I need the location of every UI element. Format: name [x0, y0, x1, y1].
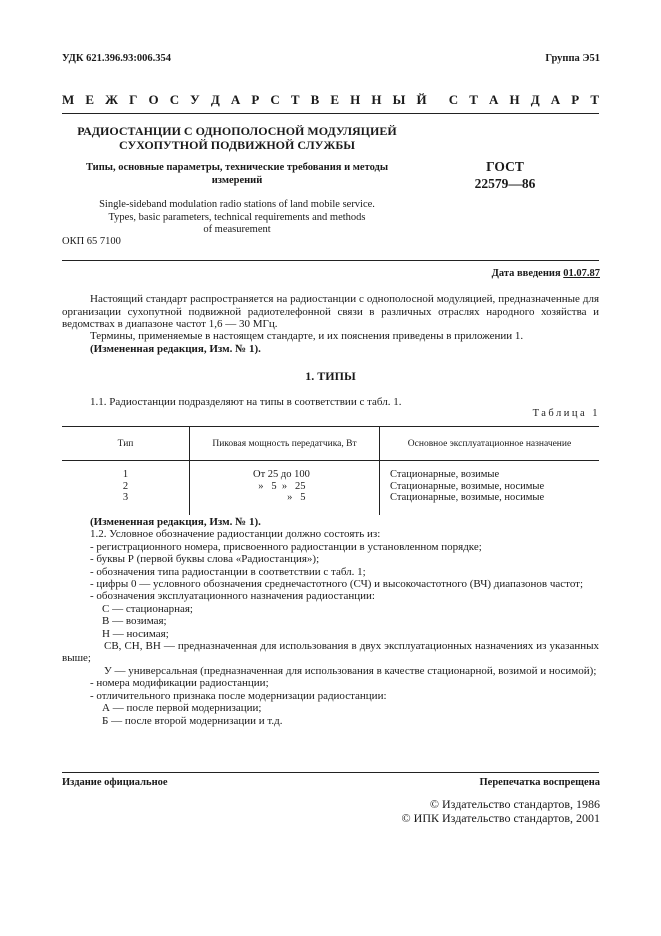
list-item: - обозначения типа радиостанции в соответствии с табл. 1;: [90, 565, 366, 578]
banner-letter: Н: [350, 92, 361, 107]
group-code: Группа Э51: [545, 53, 600, 64]
okp-rule: [62, 260, 599, 261]
standard-banner: [62, 92, 599, 108]
table-cell: От 25 до 100: [253, 469, 310, 480]
banner-letter: У: [190, 92, 200, 107]
banner-letter: В: [310, 92, 320, 107]
subtitle-line-2: измерений: [211, 175, 263, 186]
official-edition-label: Издание официальное: [62, 777, 168, 788]
designation-section: [62, 516, 599, 727]
copyright-block: [402, 797, 600, 825]
banner-letter: Г: [129, 92, 138, 107]
table-col-purpose: [380, 461, 600, 516]
banner-rule: [62, 113, 599, 114]
table-header-power: Пиковая мощность передатчика, Вт: [190, 427, 380, 461]
list-item: - буквы Р (первой буквы слова «Радиостанция»);: [90, 553, 320, 566]
banner-letter: Т: [590, 92, 599, 107]
list-subitem: А — после первой модернизации;: [102, 702, 262, 715]
title-line-1: РАДИОСТАНЦИИ С ОДНОПОЛОСНОЙ МОДУЛЯЦИЕЙ: [77, 124, 397, 138]
title-line-2: СУХОПУТНОЙ ПОДВИЖНОЙ СЛУЖБЫ: [118, 138, 356, 152]
section-1-title: 1. ТИПЫ: [305, 369, 356, 383]
banner-letter: Т: [469, 92, 478, 107]
subtitle-line-1: Типы, основные параметры, технические требования и методы: [85, 162, 389, 173]
banner-letter: Р: [251, 92, 260, 107]
banner-letter: Н: [371, 92, 382, 107]
banner-letter: Ж: [105, 92, 118, 107]
list-subitem: С — стационарная;: [102, 602, 193, 615]
gost-label: ГОСТ: [486, 159, 524, 174]
banner-letter: А: [489, 92, 499, 107]
intro-date-value: 01.07.87: [563, 268, 600, 279]
english-line-2: Types, basic parameters, technical requirements and methods: [108, 211, 366, 223]
intro-paragraph-2: Термины, применяемые в настоящем стандарте, и их пояснения приведены в приложении 1.: [90, 330, 524, 342]
list-subitem: В — возимая;: [102, 615, 167, 628]
english-line-3: of measurement: [203, 224, 271, 235]
banner-letter: Е: [85, 92, 95, 107]
table-col-type: [62, 461, 190, 516]
table-label: Таблица 1: [532, 408, 600, 419]
table-header-type: Тип: [62, 427, 190, 461]
table-cell: Стационарные, возимые, носимые: [390, 492, 545, 503]
table-header-purpose: Основное эксплуатационное назначение: [380, 427, 600, 461]
english-title: [62, 199, 412, 237]
table-row: [62, 461, 599, 516]
types-table: [62, 426, 599, 515]
banner-letter: Е: [330, 92, 340, 107]
banner-letter: А: [230, 92, 241, 107]
list-item: - обозначения эксплуатационного назначения радиостанции:: [90, 590, 375, 603]
list-subitem: У — универсальная (предназначенная для использования в качестве стационарной, возимой и носимой);: [104, 664, 597, 677]
document-subtitle: [62, 161, 412, 187]
table-cell: Стационарные, возимые, носимые: [390, 480, 545, 492]
intro-amendment: (Измененная редакция, Изм. № 1).: [90, 343, 261, 355]
gost-number: 22579—86: [474, 176, 536, 191]
list-item: - цифры 0 — условного обозначения среднечастотного (СЧ) и высокочастотного (ВЧ) диапазонов частот;: [90, 578, 584, 591]
table-cell: Стационарные, возимые: [390, 469, 500, 480]
document-title: [62, 124, 412, 152]
table-header-row: [62, 427, 599, 461]
gost-id: [460, 158, 550, 192]
copyright-line-1: © Издательство стандартов, 1986: [429, 797, 600, 811]
table-cell: » 5: [253, 492, 306, 503]
banner-letter: Ы: [392, 92, 406, 107]
banner-letter: М: [62, 92, 75, 107]
banner-letter: Н: [509, 92, 520, 107]
banner-letter: С: [270, 92, 280, 107]
footer-rule: [62, 772, 599, 773]
intro-date: [492, 268, 600, 279]
intro-paragraph-1: Настоящий стандарт распространяется на радиостанции с однополосной модуляцией, предназначенные для организации сухопутной подвижной радиотелефонной связи в различных отраслях народного хозяйства и ведомствах в диапазоне частот 1,6 — 30 МГц.: [62, 293, 599, 330]
table-cell: » 5 » 25: [253, 480, 306, 492]
list-item: - регистрационного номера, присвоенного радиостанции в установленном порядке;: [90, 540, 482, 553]
list-item: - отличительного признака после модернизации радиостанции:: [90, 689, 387, 702]
banner-letter: Д: [530, 92, 540, 107]
okp-code: ОКП 65 7100: [62, 236, 121, 247]
banner-letter: Р: [571, 92, 580, 107]
banner-letter: Т: [290, 92, 300, 107]
banner-letter: Й: [416, 92, 427, 107]
paragraph-1-2: 1.2. Условное обозначение радиостанции должно состоять из:: [90, 528, 381, 541]
list-subitem: Б — после второй модернизации и т.д.: [102, 714, 283, 727]
banner-letter: А: [550, 92, 561, 107]
banner-letter: С: [169, 92, 180, 107]
table-cell: 2: [122, 480, 129, 492]
banner-letter: С: [448, 92, 459, 107]
copyright-line-2: © ИПК Издательство стандартов, 2001: [401, 811, 600, 825]
section-1-paragraph: 1.1. Радиостанции подразделяют на типы в соответствии с табл. 1.: [90, 396, 402, 408]
table-cell: 3: [122, 492, 129, 503]
english-line-1: Single-sideband modulation radio stations of land mobile service.: [99, 199, 375, 210]
table-cell: 1: [122, 469, 129, 480]
banner-letter: Д: [210, 92, 220, 107]
table-col-power: [190, 461, 380, 516]
list-item: - номера модификации радиостанции;: [90, 677, 269, 690]
banner-letter: О: [148, 92, 159, 107]
list-subitem: СВ, СН, ВН — предназначенная для использования в двух эксплуатационных назначениях из указанных выше;: [62, 640, 599, 665]
amendment-note: (Измененная редакция, Изм. № 1).: [90, 516, 261, 528]
list-subitem: Н — носимая;: [102, 627, 169, 640]
reprint-prohibited-label: Перепечатка воспрещена: [479, 777, 600, 788]
intro-date-label: Дата введения: [491, 268, 561, 279]
udk-code: УДК 621.396.93:006.354: [62, 53, 171, 64]
